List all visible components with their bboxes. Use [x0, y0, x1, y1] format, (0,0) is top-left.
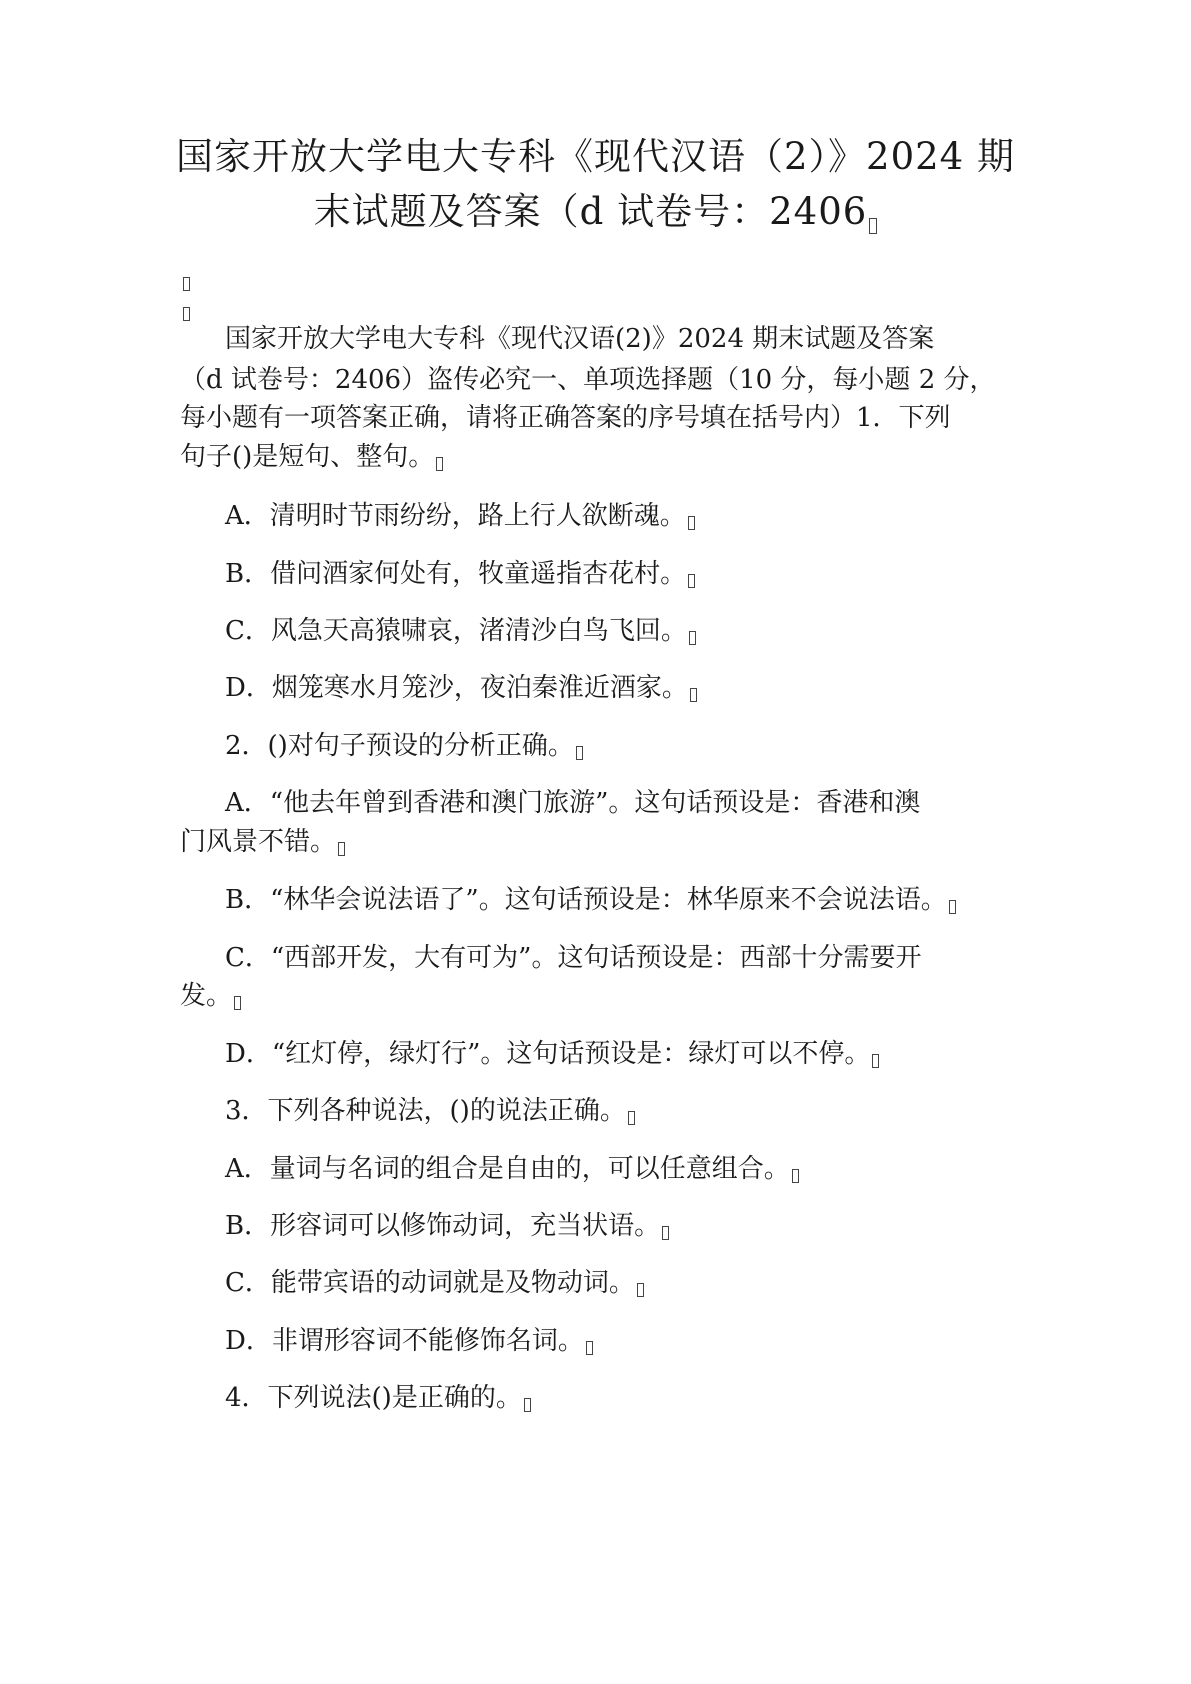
q2-option-a-line-2-text: 门风景不错。 — [180, 827, 337, 857]
title-line-1-text: 国家开放大学电大专科《现代汉语（2）》2024 期 — [176, 135, 1015, 178]
q1-option-a — [225, 503, 695, 530]
q4-stem-text: 4．下列说法()是正确的。 — [225, 1383, 522, 1413]
title-line-2-text: 末试题及答案（d 试卷号：2406 — [313, 190, 868, 233]
paragraph-mark-icon — [662, 1226, 669, 1240]
q3-option-a — [225, 1156, 799, 1183]
paragraph-mark-icon — [436, 457, 443, 471]
paragraph-mark-icon — [690, 688, 697, 702]
q2-option-b-text: B．“林华会说法语了”。这句话预设是：林华原来不会说法语。 — [225, 885, 947, 915]
q3-option-d-text: D．非谓形容词不能修饰名词。 — [225, 1326, 584, 1356]
q1-option-b — [225, 561, 695, 588]
q2-option-a-line-2 — [180, 829, 345, 856]
paragraph-mark-icon — [872, 1054, 879, 1068]
paragraph-mark-icon — [637, 1283, 644, 1297]
q3-option-c-text: C．能带宾语的动词就是及物动词。 — [225, 1268, 635, 1298]
q3-option-a-text: A．量词与名词的组合是自由的，可以任意组合。 — [225, 1154, 790, 1184]
q1-option-c-text: C．风急天高猿啸哀，渚清沙白鸟飞回。 — [225, 616, 687, 646]
paragraph-mark-icon — [688, 516, 695, 530]
q2-option-c-line-2 — [180, 983, 241, 1010]
q2-option-c-line-2-text: 发。 — [180, 981, 233, 1011]
document-title-line-2 — [150, 190, 1041, 234]
paragraph-mark-icon — [628, 1111, 635, 1125]
paragraph-mark-icon — [869, 218, 877, 234]
paragraph-mark-icon — [338, 842, 345, 856]
q2-stem-text: 2．()对句子预设的分析正确。 — [225, 731, 574, 761]
intro-line-4-text: 句子()是短句、整句。 — [180, 442, 435, 472]
intro-line-4 — [180, 444, 443, 471]
q2-option-d — [225, 1041, 879, 1068]
paragraph-mark-icon — [183, 307, 190, 321]
intro-line-1: 国家开放大学电大专科《现代汉语(2)》2024 期末试题及答案 — [225, 324, 935, 354]
paragraph-mark-icon — [576, 746, 583, 760]
paragraph-mark-icon — [524, 1398, 531, 1412]
q4-stem — [225, 1385, 531, 1412]
intro-line-3: 每小题有一项答案正确，请将正确答案的序号填在括号内）1．下列 — [180, 403, 951, 433]
q3-stem-text: 3．下列各种说法，()的说法正确。 — [225, 1096, 626, 1126]
paragraph-mark-icon — [183, 277, 190, 291]
document-title-line-1 — [150, 135, 1041, 178]
paragraph-mark-icon — [792, 1169, 799, 1183]
q3-stem — [225, 1098, 635, 1125]
q2-option-b — [225, 887, 956, 914]
paragraph-mark-icon — [586, 1341, 593, 1355]
q1-option-d — [225, 675, 697, 702]
paragraph-mark-icon — [689, 631, 696, 645]
paragraph-mark-icon — [234, 996, 241, 1010]
q3-option-b — [225, 1213, 669, 1240]
q1-option-b-text: B．借问酒家何处有，牧童遥指杏花村。 — [225, 559, 687, 589]
q3-option-b-text: B．形容词可以修饰动词，充当状语。 — [225, 1211, 661, 1241]
q2-option-a-line-1: A．“他去年曾到香港和澳门旅游”。这句话预设是：香港和澳 — [225, 788, 921, 818]
q1-option-a-text: A．清明时节雨纷纷，路上行人欲断魂。 — [225, 501, 686, 531]
paragraph-mark-icon — [688, 574, 695, 588]
q3-option-c — [225, 1270, 644, 1297]
q1-option-c — [225, 618, 696, 645]
intro-line-2: （d 试卷号：2406）盗传必究一、单项选择题（10 分，每小题 2 分， — [180, 365, 996, 395]
q3-option-d — [225, 1328, 593, 1355]
q1-option-d-text: D．烟笼寒水月笼沙，夜泊秦淮近酒家。 — [225, 673, 688, 703]
q2-stem — [225, 733, 583, 760]
paragraph-mark-icon — [949, 900, 956, 914]
q2-option-d-text: D．“红灯停，绿灯行”。这句话预设是：绿灯可以不停。 — [225, 1039, 871, 1069]
q2-option-c-line-1: C．“西部开发，大有可为”。这句话预设是：西部十分需要开 — [225, 943, 922, 973]
